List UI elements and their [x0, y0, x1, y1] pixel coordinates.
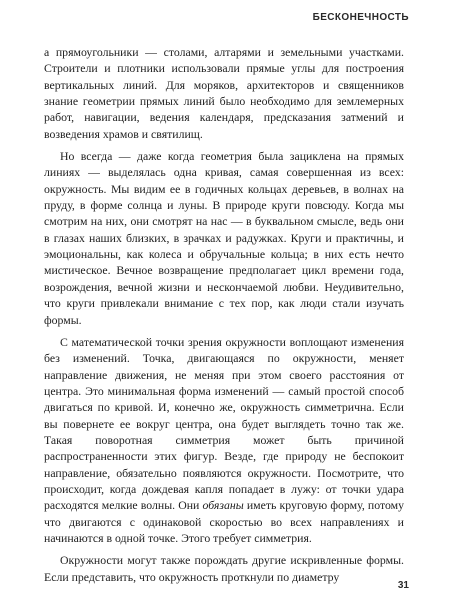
- paragraph-3: [44, 334, 404, 546]
- running-header: БЕСКОНЕЧНОСТЬ: [312, 12, 409, 23]
- paragraph-3-text-start: С математической точки зрения окружности воплощают изменения без изменений. Точка, двигающаяся по окружности, меняет направление движения, не меняя при этом своего расстояния от центра. Это минимальная форма изменений — самый простой способ двигаться по кривой. И, конечно же, окружность симметрична. Если вы повернете ее вокруг центра, она будет выглядеть точно так же. Такая поворотная симметрия может быть причиной распространенности этих фигур. Везде, где природу не беспокоит направление, обязательно появляются окружности. Посмотрите, что происходит, когда дождевая капля попадает в лужу: от точки удара расходятся мелкие волны. Они: [44, 334, 404, 513]
- paragraph-4-text: Окружности могут также порождать другие искривленные формы. Если представить, что окружность проткнули по диаметру: [44, 553, 404, 584]
- paragraph-4: [44, 552, 404, 585]
- paragraph-3-text-end: иметь круговую форму, потому что двигаются с одинаковой скоростью во всех направлениях и начинаются в одной точке. Этого требует симметрия.: [44, 498, 405, 545]
- paragraph-1: [44, 44, 404, 142]
- paragraph-2: [44, 148, 404, 328]
- page-body: [44, 44, 404, 591]
- paragraph-2-text: Но всегда — даже когда геометрия была зациклена на прямых линиях — выделялась одна кривая, самая совершенная из всех: окружность. Мы видим ее в годичных кольцах деревьев, в волнах на пруду, в форме солнца и луны. В природе круги повсюду. Когда мы смотрим на них, они смотрят на нас — в буквальном смысле, ведь они в глазах наших близких, в зрачках и радужках. Круги и практичны, и эмоциональны, как колеса и обручальные кольца; в них есть нечто мистическое. Вечное возвращение предполагает цикл времени года, возрождения, вечной жизни и нескончаемой любви. Неудивительно, что круги привлекали внимание с тех пор, как люди стали изучать формы.: [44, 149, 404, 327]
- page-number: 31: [397, 580, 409, 591]
- paragraph-3-emphasis: обязаны: [202, 498, 244, 513]
- paragraph-1-text: а прямоугольники — столами, алтарями и земельными участками. Строители и плотники использовали прямые углы для построения вертикальных линий. Для моряков, архитекторов и священников знание геометрии прямых линий было необходимо для землемерных работ, навигации, ведения календаря, предсказания затмений и возведения храмов и святилищ.: [44, 45, 404, 141]
